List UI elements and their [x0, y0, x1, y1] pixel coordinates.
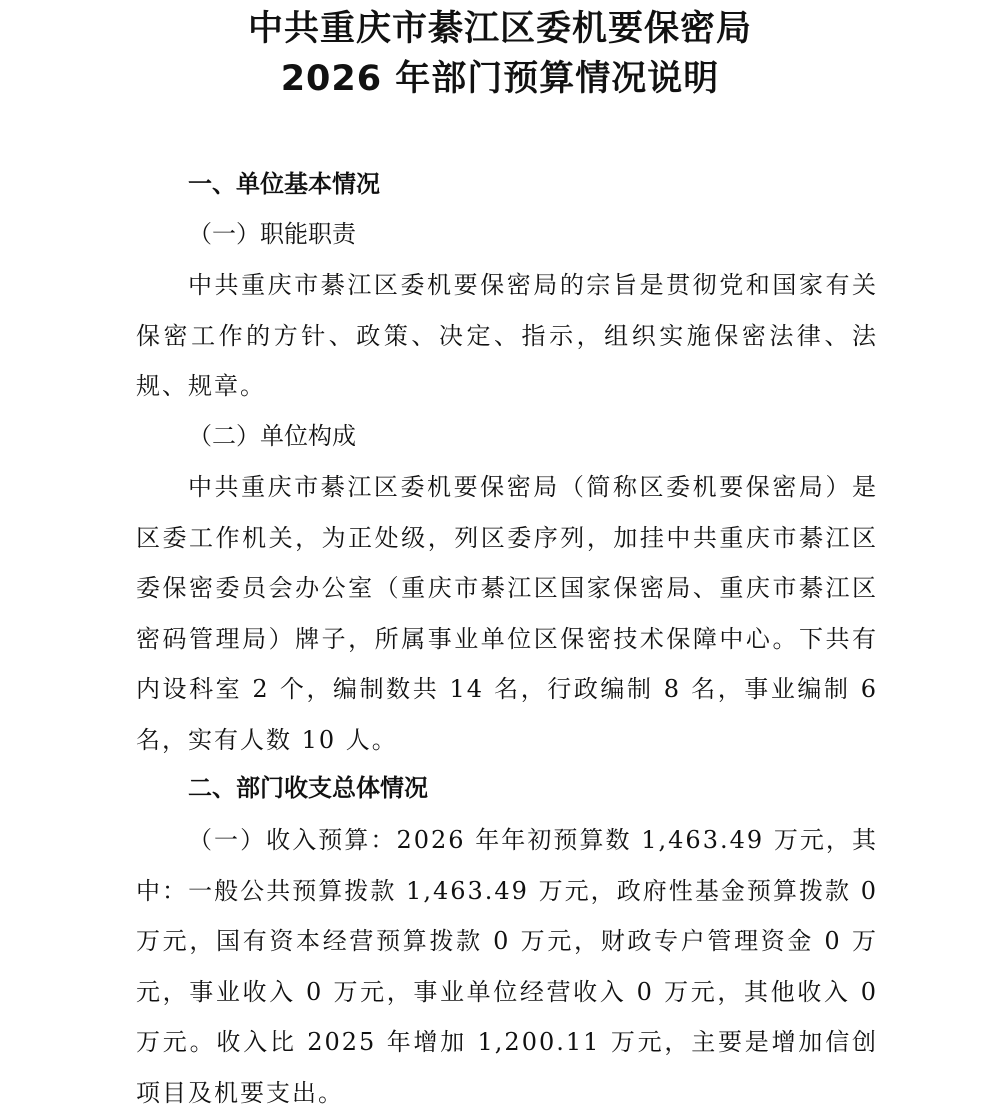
paragraph-income-budget: （一）收入预算：2026 年年初预算数 1,463.49 万元，其中：一般公共预算拨款 1,463.49 万元，政府性基金预算拨款 0 万元，国有资本经营预算拨款 0 万元，财政专户管理资金 0 万元，事业收入 0 万元，事业单位经营收入 0 万元，其他收入 0 万元。收入比 2025 年增加 1,200.11 万元，主要是增加信创项目及机要支出。 — [136, 826, 878, 1107]
document-title-line-1: 中共重庆市綦江区委机要保密局 — [247, 9, 752, 49]
subsection-heading-functions: （一）职能职责 — [188, 220, 356, 248]
section-heading-budget-overview: 二、部门收支总体情况 — [188, 774, 428, 802]
paragraph-composition: 中共重庆市綦江区委机要保密局（简称区委机要保密局）是区委工作机关，为正处级，列区委序列，加挂中共重庆市綦江区委保密委员会办公室（重庆市綦江区国家保密局、重庆市綦江区密码管理局）牌子，所属事业单位区保密技术保障中心。下共有内设科室 2 个，编制数共 14 名，行政编制 8 名，事业编制 6 名，实有人数 10 人。 — [136, 473, 878, 754]
subsection-heading-composition: （二）单位构成 — [188, 422, 356, 450]
document-title-line-2: 2026 年部门预算情况说明 — [280, 59, 720, 99]
paragraph-functions: 中共重庆市綦江区委机要保密局的宗旨是贯彻党和国家有关保密工作的方针、政策、决定、指示，组织实施保密法律、法规、规章。 — [136, 271, 878, 400]
section-heading-basic-info: 一、单位基本情况 — [188, 170, 380, 198]
